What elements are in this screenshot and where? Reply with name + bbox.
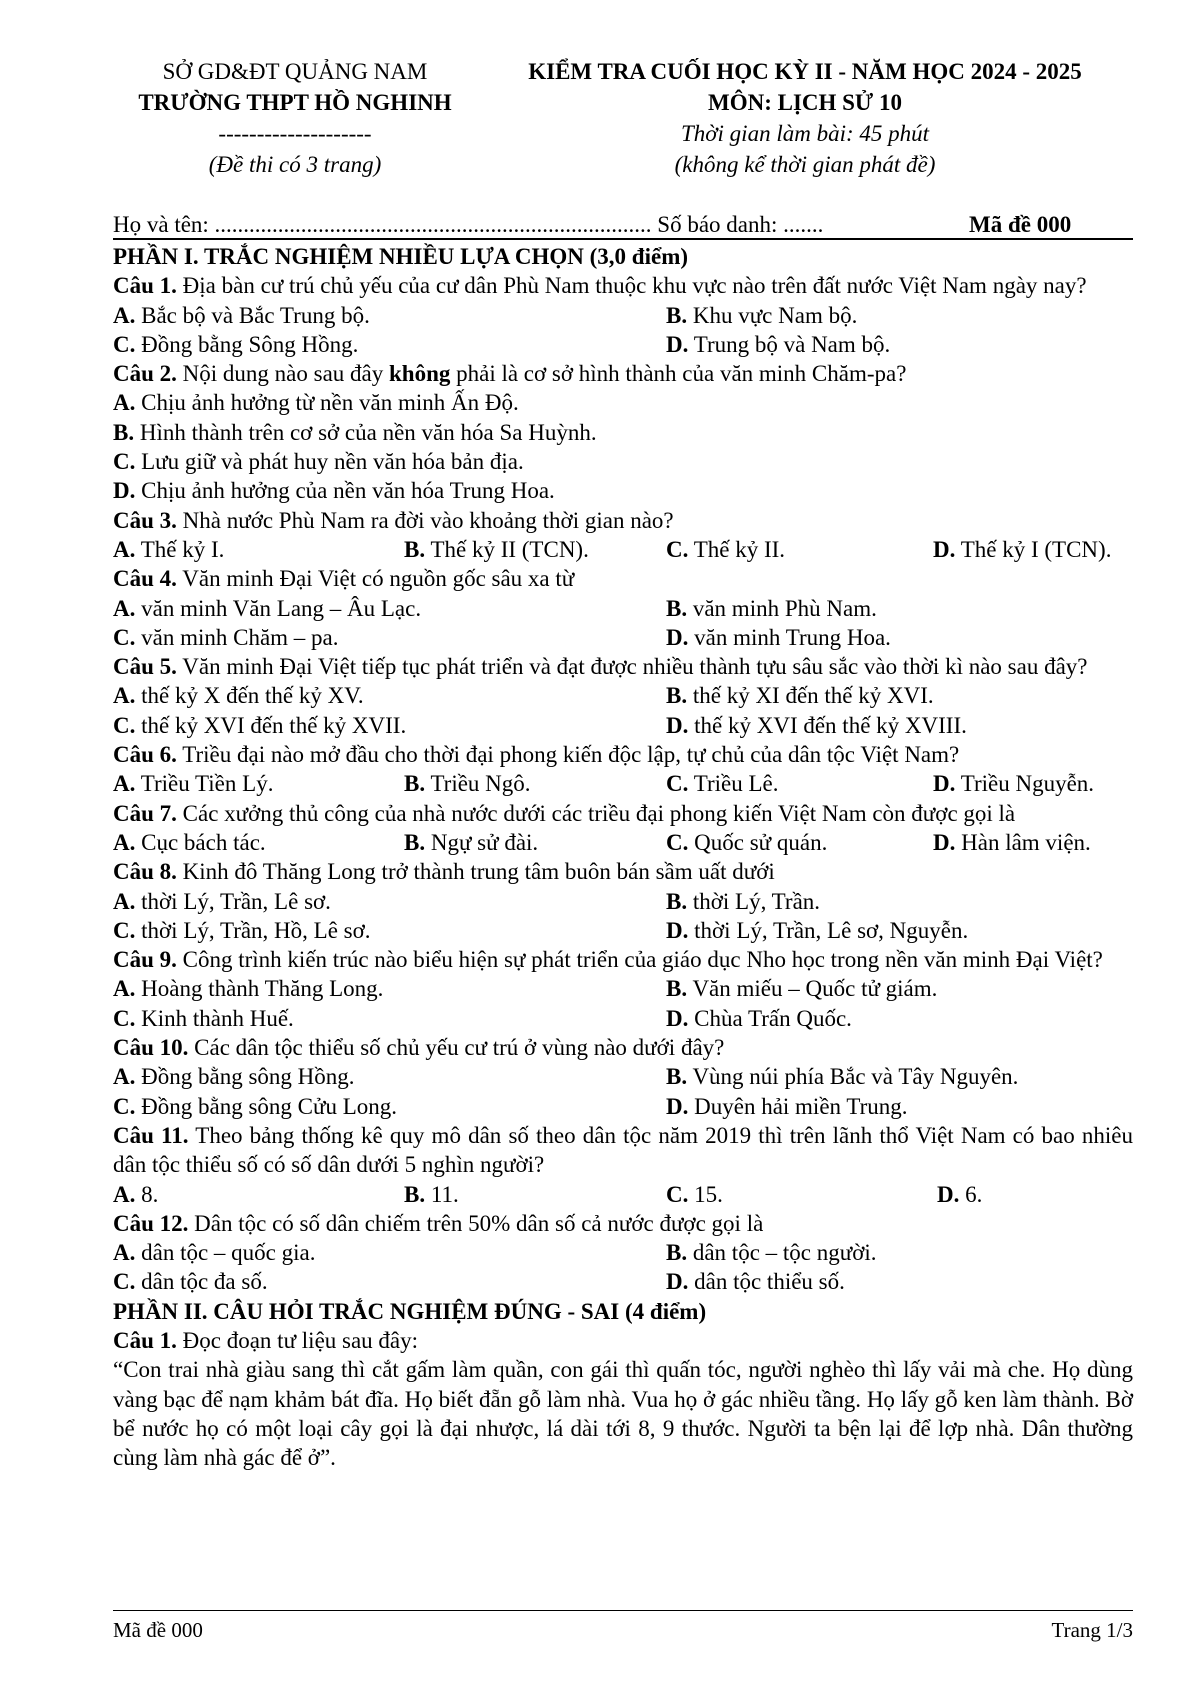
option-d: thời Lý, Trần, Lê sơ, Nguyễn. bbox=[694, 917, 969, 943]
option-b: dân tộc – tộc người. bbox=[692, 1240, 877, 1266]
option-c: 15. bbox=[694, 1181, 723, 1207]
header-rule bbox=[113, 238, 1133, 240]
options-row: A. Thế kỷ I. B. Thế kỷ II (TCN). C. Thế kỷ II. D. Thế kỷ I (TCN). bbox=[113, 536, 1112, 562]
option-b: Ngự sử đài. bbox=[430, 829, 539, 855]
candidate-line bbox=[113, 210, 1133, 240]
option-c: C. Lưu giữ và phát huy nền văn hóa bản địa. bbox=[113, 449, 524, 475]
option-d: Duyên hải miền Trung. bbox=[694, 1093, 908, 1119]
option-d: văn minh Trung Hoa. bbox=[694, 624, 891, 650]
options-row: A. thời Lý, Trần, Lê sơ. B. thời Lý, Trần. bbox=[113, 888, 821, 914]
options-row: C. văn minh Chăm – pa. D. văn minh Trung Hoa. bbox=[113, 624, 891, 650]
option-d: thế kỷ XVI đến thế kỷ XVIII. bbox=[694, 712, 967, 738]
option-b: văn minh Phù Nam. bbox=[692, 595, 877, 621]
header-left bbox=[110, 56, 480, 180]
option-b: 11. bbox=[430, 1181, 459, 1207]
option-a: Đồng bằng sông Hồng. bbox=[141, 1064, 355, 1090]
option-a: thời Lý, Trần, Lê sơ. bbox=[141, 888, 331, 914]
option-b: thời Lý, Trần. bbox=[692, 888, 821, 914]
option-d: 6. bbox=[965, 1181, 983, 1207]
option-c: thế kỷ XVI đến thế kỷ XVII. bbox=[141, 712, 407, 738]
options-row: C. thời Lý, Trần, Hồ, Lê sơ. D. thời Lý, Trần, Lê sơ, Nguyễn. bbox=[113, 917, 969, 943]
part1-title: PHẦN I. TRẮC NGHIỆM NHIỀU LỰA CHỌN (3,0 điểm) bbox=[113, 244, 689, 269]
question-5: Câu 5. Văn minh Đại Việt tiếp tục phát triển và đạt được nhiều thành tựu sâu sắc vào thời kì nào sau đây? bbox=[113, 654, 1088, 680]
option-a: Hoàng thành Thăng Long. bbox=[141, 976, 384, 1002]
footer-exam-code: Mã đề 000 bbox=[113, 1618, 203, 1642]
options-row: A. 8. B. 11. C. 15. D. 6. bbox=[113, 1181, 983, 1207]
question-2: Câu 2. Nội dung nào sau đây không phải là cơ sở hình thành của văn minh Chăm-pa? bbox=[113, 361, 907, 387]
part2-title: PHẦN II. CÂU HỎI TRẮC NGHIỆM ĐÚNG - SAI (4 điểm) bbox=[113, 1298, 707, 1324]
option-d: Trung bộ và Nam bộ. bbox=[693, 331, 891, 357]
option-b: Triều Ngô. bbox=[430, 771, 531, 797]
option-b: Văn miếu – Quốc tử giám. bbox=[692, 976, 938, 1002]
option-b: Khu vực Nam bộ. bbox=[692, 302, 858, 328]
footer-rule bbox=[113, 1610, 1133, 1611]
question-4: Câu 4. Văn minh Đại Việt có nguồn gốc sâu xa từ bbox=[113, 566, 575, 592]
source-quote: “Con trai nhà giàu sang thì cắt gấm làm quần, con gái thì quấn tóc, người nghèo thì lấy vải mà che. Họ dùng vàng bạc để nạm khảm bát đĩa. Họ biết đẵn gỗ làm nhà. Vua họ ở gác nhiều tầng. Họ lấy gỗ ken làm thành. Bờ bể nước họ có một loại cây gọi là đại nhược, lá dài tới 8, 9 thước. Người ta bện lại để lợp nhà. Dân thường cùng làm nhà gác để ở”. bbox=[113, 1357, 1133, 1471]
question-7: Câu 7. Các xưởng thủ công của nhà nước dưới các triều đại phong kiến Việt Nam còn được gọi là bbox=[113, 800, 1016, 826]
question-8: Câu 8. Kinh đô Thăng Long trở thành trung tâm buôn bán sầm uất dưới bbox=[113, 859, 775, 885]
header-right bbox=[480, 56, 1130, 180]
option-c: dân tộc đa số. bbox=[141, 1269, 268, 1295]
duration: Thời gian làm bài: 45 phút bbox=[680, 121, 930, 146]
options-row: A. Triều Tiền Lý. B. Triều Ngô. C. Triều Lê. D. Triều Nguyễn. bbox=[113, 771, 1095, 797]
option-c: Quốc sử quán. bbox=[694, 829, 828, 855]
question-11: Câu 11. Theo bảng thống kê quy mô dân số theo dân tộc năm 2019 thì trên lãnh thổ Việt Nam có bao nhiêu dân tộc thiểu số có số dân dưới 5 nghìn người? bbox=[113, 1122, 1133, 1178]
option-c: Đồng bằng Sông Hồng. bbox=[141, 331, 359, 357]
header-divider: -------------------- bbox=[218, 121, 372, 146]
option-c: thời Lý, Trần, Hồ, Lê sơ. bbox=[141, 917, 371, 943]
school-name: TRƯỜNG THPT HỒ NGHINH bbox=[138, 90, 452, 115]
option-b: Thế kỷ II (TCN). bbox=[430, 536, 589, 562]
option-c: văn minh Chăm – pa. bbox=[141, 624, 339, 650]
part2-question-1: Câu 1. Đọc đoạn tư liệu sau đây: bbox=[113, 1327, 419, 1353]
option-a: thế kỷ X đến thế kỷ XV. bbox=[141, 683, 364, 709]
option-d: Hàn lâm viện. bbox=[961, 829, 1091, 855]
option-b: B. Hình thành trên cơ sở của nền văn hóa Sa Huỳnh. bbox=[113, 419, 597, 445]
option-a: Thế kỷ I. bbox=[140, 536, 225, 562]
option-a: văn minh Văn Lang – Âu Lạc. bbox=[141, 595, 422, 621]
footer-page-number: Trang 1/3 bbox=[1051, 1618, 1133, 1642]
options-row: C. Kinh thành Huế. D. Chùa Trấn Quốc. bbox=[113, 1005, 852, 1031]
options-row: A. Cục bách tác. B. Ngự sử đài. C. Quốc sử quán. D. Hàn lâm viện. bbox=[113, 829, 1091, 855]
subject-title: MÔN: LỊCH SỬ 10 bbox=[707, 90, 902, 115]
option-c: Thế kỷ II. bbox=[693, 536, 786, 562]
exam-body bbox=[113, 242, 1133, 1472]
options-row: C. Đồng bằng sông Cửu Long. D. Duyên hải miền Trung. bbox=[113, 1093, 908, 1119]
option-d: Thế kỷ I (TCN). bbox=[960, 536, 1112, 562]
options-row: A. Bắc bộ và Bắc Trung bộ. B. Khu vực Nam bộ. bbox=[113, 302, 858, 328]
question-12: Câu 12. Dân tộc có số dân chiếm trên 50% dân số cả nước được gọi là bbox=[113, 1210, 764, 1236]
options-row: C. thế kỷ XVI đến thế kỷ XVII. D. thế kỷ XVI đến thế kỷ XVIII. bbox=[113, 712, 967, 738]
option-d: Chùa Trấn Quốc. bbox=[694, 1005, 852, 1031]
option-c: Kinh thành Huế. bbox=[141, 1005, 294, 1031]
option-b: Vùng núi phía Bắc và Tây Nguyên. bbox=[692, 1064, 1019, 1090]
question-3: Câu 3. Nhà nước Phù Nam ra đời vào khoảng thời gian nào? bbox=[113, 507, 674, 533]
question-9: Câu 9. Công trình kiến trúc nào biểu hiện sự phát triển của giáo dục Nho học trong nền văn minh Đại Việt? bbox=[113, 947, 1103, 973]
options-row: A. Hoàng thành Thăng Long. B. Văn miếu – Quốc tử giám. bbox=[113, 976, 938, 1002]
option-a: Bắc bộ và Bắc Trung bộ. bbox=[141, 302, 370, 328]
exam-title: KIỂM TRA CUỐI HỌC KỲ II - NĂM HỌC 2024 - 2025 bbox=[528, 59, 1082, 84]
exam-code: Mã đề 000 bbox=[969, 212, 1072, 237]
options-row: A. thế kỷ X đến thế kỷ XV. B. thế kỷ XI đến thế kỷ XVI. bbox=[113, 683, 934, 709]
options-row: A. dân tộc – quốc gia. B. dân tộc – tộc người. bbox=[113, 1240, 877, 1266]
option-a: Triều Tiền Lý. bbox=[140, 771, 274, 797]
question-6: Câu 6. Triều đại nào mở đầu cho thời đại phong kiến độc lập, tự chủ của dân tộc Việt Nam? bbox=[113, 742, 960, 768]
department-name: SỞ GD&ĐT QUẢNG NAM bbox=[162, 59, 428, 84]
candidate-name-field: Họ và tên: ............................................................................ Số báo danh: ....... bbox=[113, 212, 824, 237]
option-a: A. Chịu ảnh hưởng từ nền văn minh Ấn Độ. bbox=[113, 390, 519, 416]
option-d: dân tộc thiểu số. bbox=[694, 1269, 845, 1295]
options-row: C. dân tộc đa số. D. dân tộc thiểu số. bbox=[113, 1269, 845, 1295]
duration-note: (không kể thời gian phát đề) bbox=[674, 152, 936, 177]
option-d: Triều Nguyễn. bbox=[960, 771, 1095, 797]
option-a: Cục bách tác. bbox=[141, 829, 266, 855]
option-b: thế kỷ XI đến thế kỷ XVI. bbox=[692, 683, 934, 709]
pages-note: (Đề thi có 3 trang) bbox=[208, 152, 382, 177]
option-c: Đồng bằng sông Cửu Long. bbox=[141, 1093, 397, 1119]
option-a: dân tộc – quốc gia. bbox=[141, 1240, 316, 1266]
option-c: Triều Lê. bbox=[693, 771, 779, 797]
options-row: A. văn minh Văn Lang – Âu Lạc. B. văn minh Phù Nam. bbox=[113, 595, 877, 621]
question-10: Câu 10. Các dân tộc thiểu số chủ yếu cư trú ở vùng nào dưới đây? bbox=[113, 1035, 725, 1061]
question-1: Câu 1. Địa bàn cư trú chủ yếu của cư dân Phù Nam thuộc khu vực nào trên đất nước Việt Nam ngày nay? bbox=[113, 273, 1087, 299]
options-row: C. Đồng bằng Sông Hồng. D. Trung bộ và Nam bộ. bbox=[113, 331, 891, 357]
options-row: A. Đồng bằng sông Hồng. B. Vùng núi phía Bắc và Tây Nguyên. bbox=[113, 1064, 1019, 1090]
option-d: D. Chịu ảnh hưởng của nền văn hóa Trung Hoa. bbox=[113, 478, 555, 504]
option-a: 8. bbox=[141, 1181, 159, 1207]
